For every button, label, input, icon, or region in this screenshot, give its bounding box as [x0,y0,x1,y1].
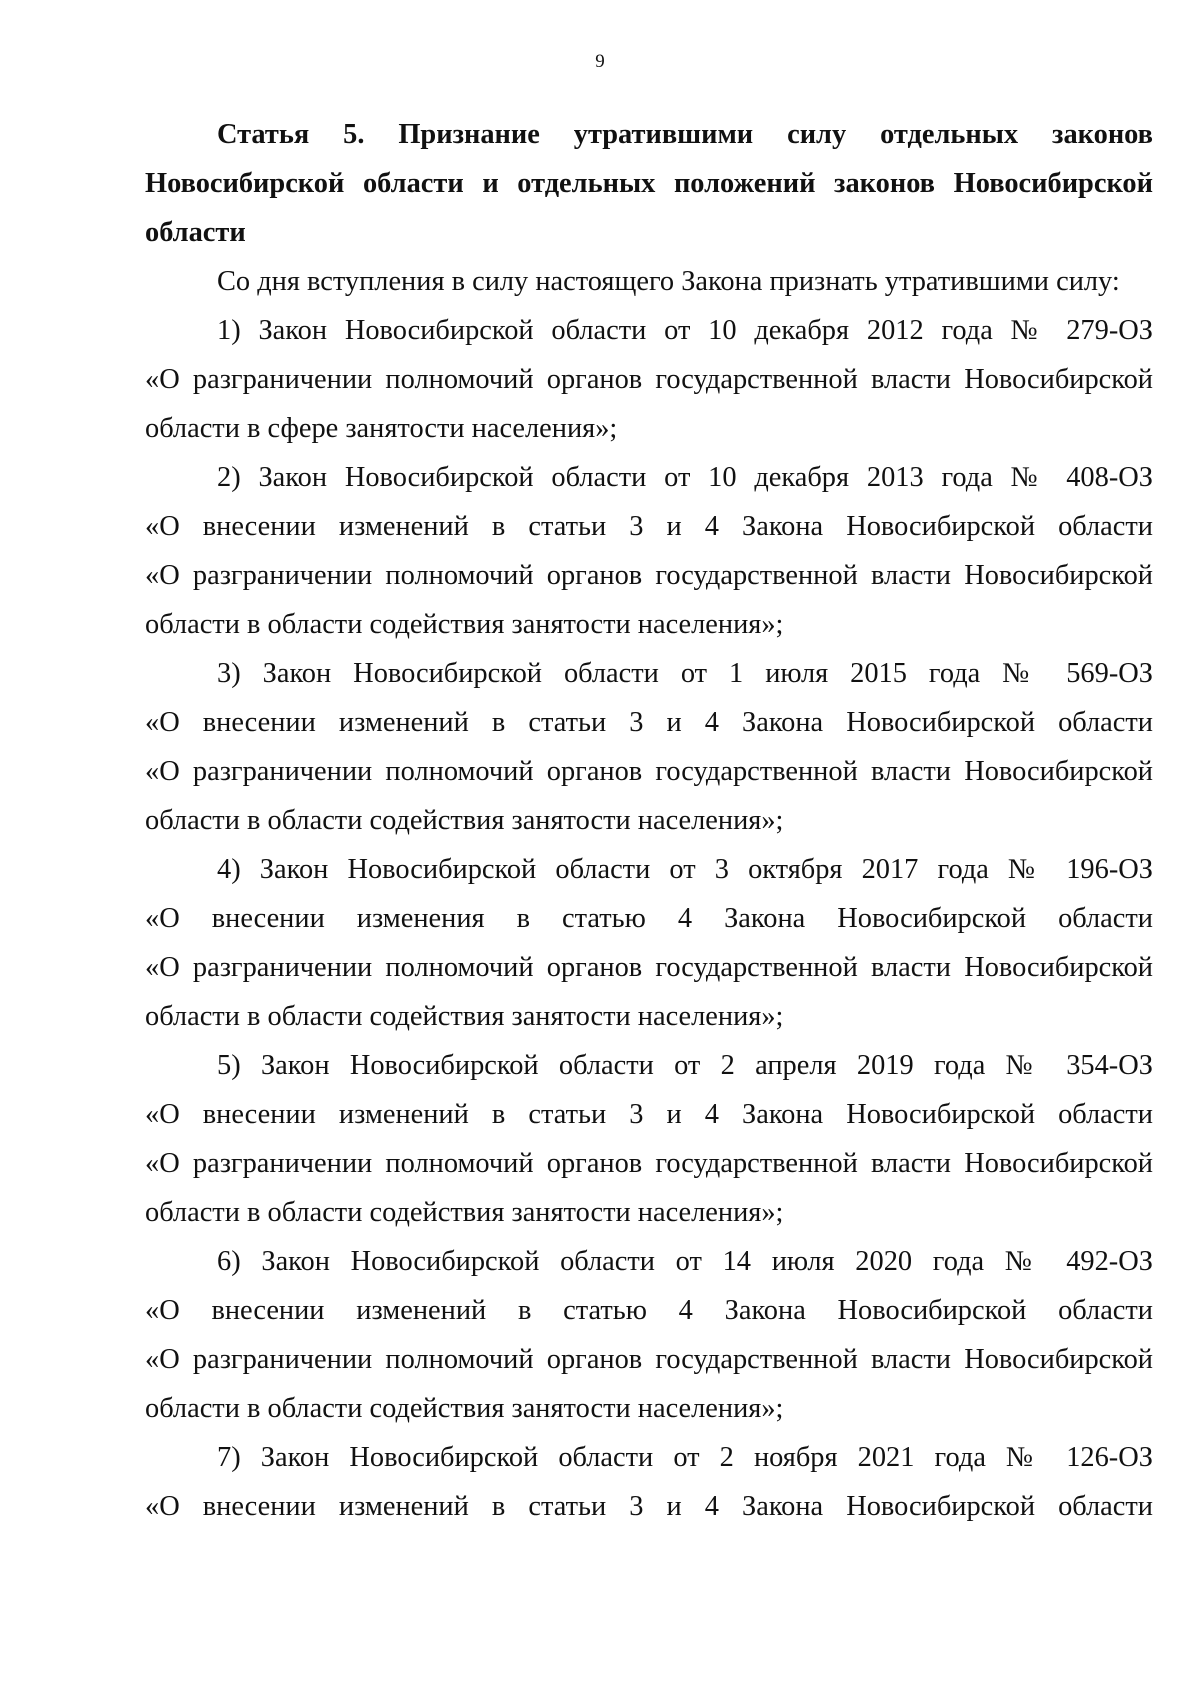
article-intro: Со дня вступления в силу настоящего Закона признать утратившими силу: [217,266,1120,297]
list-item-head: 4) Закон Новосибирской области от 3 октября 2017 года № 196-ОЗ [217,854,1153,885]
list-item-head: 2) Закон Новосибирской области от 10 декабря 2013 года № 408-ОЗ [217,462,1153,493]
list-item-last-line: области в сфере занятости населения»; [145,413,618,444]
list-item-line: «О внесении изменений в статьи 3 и 4 Закона Новосибирской области [145,1491,1153,1522]
list-item-last-line: области в области содействия занятости населения»; [145,609,784,640]
list-item [145,1433,1153,1531]
list-item-last-line: области в области содействия занятости населения»; [145,1001,784,1032]
list-item [145,845,1153,1041]
list-item-head: 1) Закон Новосибирской области от 10 декабря 2012 года № 279-ОЗ [217,315,1153,346]
list-item-head: 7) Закон Новосибирской области от 2 ноября 2021 года № 126-ОЗ [217,1442,1153,1473]
list-item-line: «О разграничении полномочий органов государственной власти Новосибирской [145,364,1153,395]
list-item-head: 5) Закон Новосибирской области от 2 апреля 2019 года № 354-ОЗ [217,1050,1153,1081]
list-item-last-line: области в области содействия занятости населения»; [145,805,784,836]
list-item-line: «О внесении изменений в статьи 3 и 4 Закона Новосибирской области [145,1099,1153,1130]
list-item-line: «О разграничении полномочий органов государственной власти Новосибирской [145,1344,1153,1375]
list-item-line: «О разграничении полномочий органов государственной власти Новосибирской [145,560,1153,591]
list-item [145,453,1153,649]
article-body [145,110,1153,1531]
list-item-line: «О внесении изменения в статью 4 Закона Новосибирской области [145,903,1153,934]
list-item-line: «О внесении изменений в статьи 3 и 4 Закона Новосибирской области [145,511,1153,542]
article-heading: Статья 5. Признание утратившими силу отдельных законов Новосибирской области и отдельных положений законов Новосибирской области [145,119,1153,248]
list-item-last-line: области в области содействия занятости населения»; [145,1197,784,1228]
list-item-line: «О разграничении полномочий органов государственной власти Новосибирской [145,1148,1153,1179]
list-item-line: «О разграничении полномочий органов государственной власти Новосибирской [145,952,1153,983]
list-item-last-line: области в области содействия занятости населения»; [145,1393,784,1424]
list-item-head: 3) Закон Новосибирской области от 1 июля 2015 года № 569-ОЗ [217,658,1153,689]
list-item [145,1041,1153,1237]
list-item [145,306,1153,453]
list-item [145,1237,1153,1433]
list-item-line: «О внесении изменений в статьи 3 и 4 Закона Новосибирской области [145,707,1153,738]
list-item [145,649,1153,845]
list-item-line: «О разграничении полномочий органов государственной власти Новосибирской [145,756,1153,787]
list-item-line: «О внесении изменений в статью 4 Закона Новосибирской области [145,1295,1153,1326]
list-item-head: 6) Закон Новосибирской области от 14 июля 2020 года № 492-ОЗ [217,1246,1153,1277]
page-number: 9 [595,51,605,72]
